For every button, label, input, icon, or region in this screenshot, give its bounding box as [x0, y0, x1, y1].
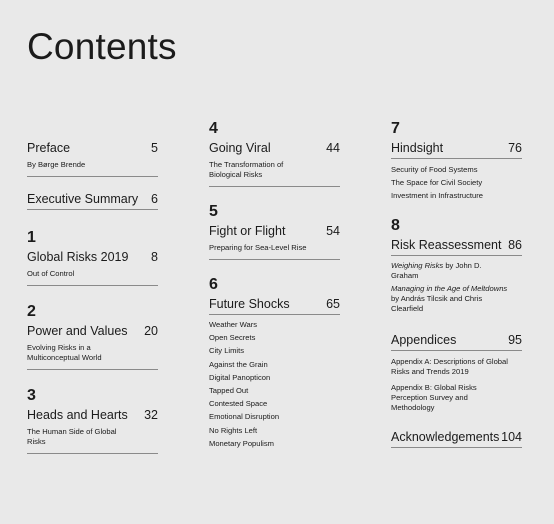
toc-subitem-author: by John D. Graham [391, 261, 482, 280]
toc-row-section-2[interactable] [27, 323, 158, 339]
toc-page-number: 32 [144, 408, 158, 422]
toc-label: Power and Values [27, 324, 128, 338]
toc-subitem[interactable]: The Space for Civil Society [391, 178, 483, 187]
toc-subitem-title: Weighing Risks [391, 261, 444, 270]
toc-section-1[interactable] [27, 228, 158, 286]
toc-page-number: 8 [151, 250, 158, 264]
toc-label: Going Viral [209, 141, 271, 155]
toc-subitem[interactable]: Against the Grain [209, 359, 268, 369]
toc-row-section-8[interactable] [391, 237, 522, 256]
toc-section-2[interactable] [27, 302, 158, 370]
toc-label: Executive Summary [27, 192, 139, 206]
toc-entry-preface[interactable] [27, 140, 158, 177]
toc-subtitles [27, 265, 158, 286]
toc-section-7[interactable] [391, 119, 522, 201]
toc-subitem[interactable] [391, 284, 509, 314]
toc-subtitles [27, 156, 158, 177]
toc-label: Acknowledgements [391, 430, 500, 444]
section-number: 1 [27, 229, 36, 246]
section-number: 3 [27, 387, 36, 404]
toc-row-section-4[interactable] [209, 140, 340, 156]
toc-subtitles [391, 256, 522, 314]
toc-label: Hindsight [391, 141, 444, 155]
section-number: 5 [209, 203, 218, 220]
toc-subtitle: The Human Side of Global Risks [27, 427, 117, 446]
toc-subitem-title: Managing in the Age of Meltdowns [391, 284, 508, 293]
toc-subitem[interactable]: Emotional Disruption [209, 412, 280, 422]
toc-page-number: 86 [508, 238, 522, 252]
toc-subtitle: By Børge Brende [27, 160, 86, 169]
toc-column-2 [209, 119, 340, 463]
toc-row-section-6[interactable] [209, 296, 340, 315]
toc-subtitles [391, 159, 522, 201]
toc-page-number: 44 [326, 141, 340, 155]
section-number: 8 [391, 217, 400, 234]
toc-row-acknowledgements[interactable] [391, 429, 522, 448]
toc-entry-acknowledgements[interactable] [391, 429, 522, 448]
section-number: 4 [209, 120, 218, 137]
toc-subitem[interactable]: Weather Wars [209, 320, 258, 329]
section-number: 2 [27, 303, 36, 320]
toc-section-8[interactable] [391, 216, 522, 314]
toc-entry-executive-summary[interactable] [27, 191, 158, 210]
toc-entry-appendices[interactable] [391, 332, 522, 413]
toc-label: Fight or Flight [209, 224, 286, 238]
section-number: 6 [209, 276, 218, 293]
toc-subtitles [209, 315, 340, 449]
toc-page-number: 20 [144, 324, 158, 338]
toc-row-section-1[interactable] [27, 249, 158, 265]
page-title: Contents [27, 26, 177, 67]
toc-page-number: 54 [326, 224, 340, 238]
toc-column-3 [391, 119, 522, 462]
toc-row-section-3[interactable] [27, 407, 158, 423]
toc-label: Risk Reassessment [391, 238, 502, 252]
toc-label: Appendices [391, 333, 457, 347]
toc-page-number: 95 [508, 333, 522, 347]
toc-row-section-5[interactable] [209, 223, 340, 239]
section-number: 7 [391, 120, 400, 137]
toc-section-3[interactable] [27, 386, 158, 454]
toc-subtitles [209, 239, 340, 260]
toc-subtitles [27, 423, 158, 454]
toc-label: Preface [27, 141, 71, 155]
toc-subitem[interactable]: Appendix B: Global Risks Perception Survey and Methodology [391, 383, 477, 412]
toc-subitem[interactable]: City Limits [209, 346, 245, 356]
toc-row-appendices[interactable] [391, 332, 522, 351]
toc-label: Heads and Hearts [27, 408, 128, 422]
toc-subtitle: Preparing for Sea-Level Rise [209, 243, 307, 252]
toc-subitem[interactable]: Security of Food Systems [391, 165, 478, 174]
toc-page-number: 104 [501, 430, 522, 444]
toc-subitem[interactable]: Appendix A: Descriptions of Global Risks and Trends 2019 [391, 357, 508, 376]
toc-section-4[interactable] [209, 119, 340, 187]
toc-label: Global Risks 2019 [27, 250, 129, 264]
toc-subitem[interactable]: No Rights Left [209, 425, 258, 435]
toc-subtitle: Evolving Risks in a Multiconceptual World [27, 343, 102, 362]
toc-subitem[interactable] [391, 261, 491, 281]
toc-subtitles [209, 156, 340, 187]
toc-row-section-7[interactable] [391, 140, 522, 159]
toc-page-number: 5 [151, 141, 158, 155]
toc-page-number: 65 [326, 297, 340, 311]
toc-page-number: 76 [508, 141, 522, 155]
toc-label: Future Shocks [209, 297, 290, 311]
toc-subitem[interactable]: Tapped Out [209, 385, 249, 395]
toc-subtitle: The Transformation of Biological Risks [209, 160, 284, 179]
toc-row-executive-summary[interactable] [27, 191, 158, 210]
toc-subtitles [391, 351, 522, 413]
toc-section-5[interactable] [209, 202, 340, 260]
toc-subitem[interactable]: Digital Panopticon [209, 372, 271, 382]
toc-subitem-author: by András Tilcsik and Chris Clearfield [391, 294, 483, 313]
toc-section-6[interactable] [209, 275, 340, 449]
toc-page-number: 6 [151, 192, 158, 206]
toc-row-preface[interactable] [27, 140, 158, 156]
toc-subitem[interactable]: Investment in Infrastructure [391, 191, 484, 200]
toc-column-1 [27, 140, 158, 468]
toc-subtitles [27, 339, 158, 370]
toc-subitem[interactable]: Monetary Populism [209, 438, 274, 448]
toc-subtitle: Out of Control [27, 269, 75, 278]
toc-subitem[interactable]: Contested Space [209, 399, 268, 409]
toc-subitem[interactable]: Open Secrets [209, 333, 256, 343]
